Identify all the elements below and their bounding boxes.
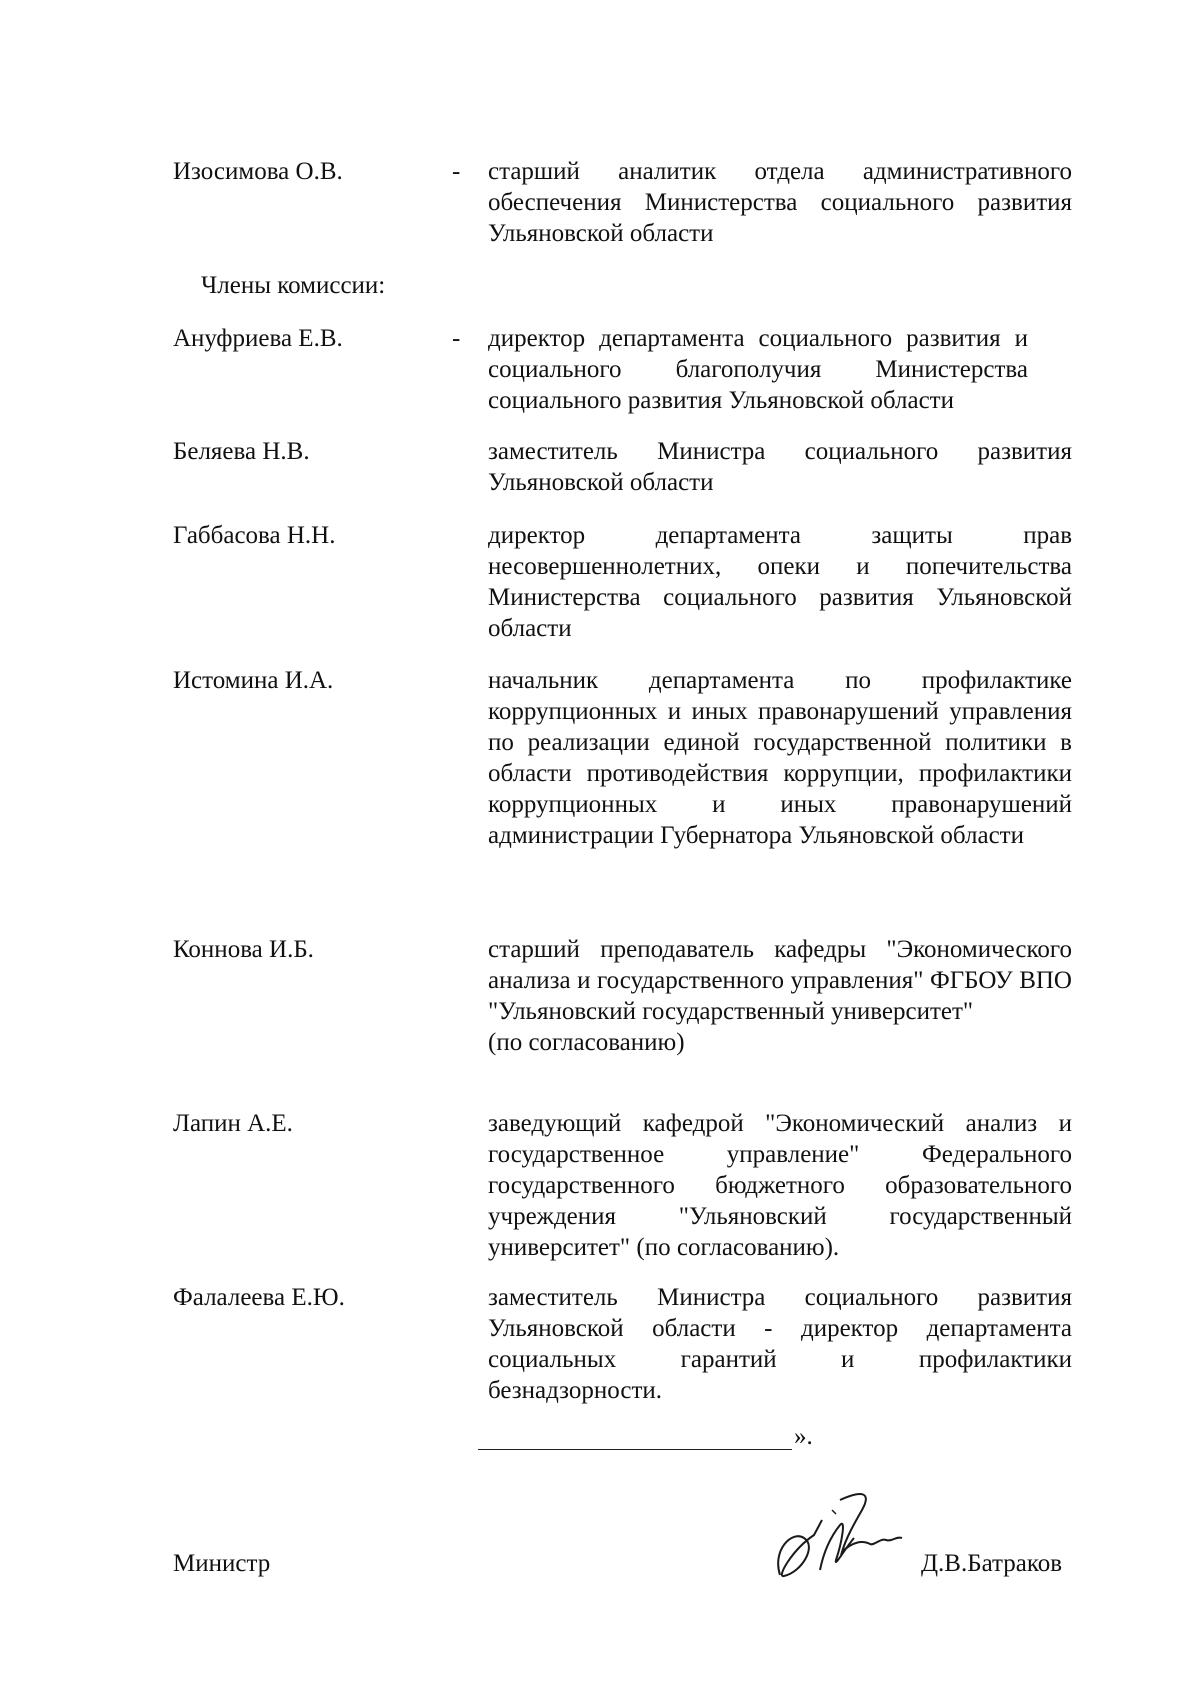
member-description-text: заместитель Министра социального развития Ульяновской области - директор департамента социальных гарантий и профилактики безнадзорности. (488, 1284, 1072, 1404)
group-label: Члены комиссии: (201, 272, 386, 299)
member-name: Лапин А.Е. (173, 1110, 293, 1137)
member-description (488, 156, 1072, 249)
signatory-name: Д.В.Батраков (921, 1550, 1063, 1577)
member-description (488, 520, 1072, 644)
member-name: Коннова И.Б. (173, 936, 314, 963)
member-description-text: старший аналитик отдела административного обеспечения Министерства социального развития Ульяновской области (488, 158, 1072, 247)
member-name: Фалалеева Е.Ю. (173, 1284, 345, 1311)
closing-rule (478, 1449, 792, 1450)
member-description-text: заместитель Министра социального развития Ульяновской области (488, 438, 1072, 496)
member-name: Изосимова О.В. (173, 158, 343, 185)
member-dash: - (452, 158, 461, 185)
member-description-text: директор департамента социального развития и социального благополучия Министерства социального развития Ульяновской области (488, 325, 1028, 414)
member-name: Габбасова Н.Н. (173, 522, 336, 549)
member-description-text: начальник департамента по профилактике коррупционных и иных правонарушений управления по реализации единой государственной политики в области противодействия коррупции, профилактики коррупционных и иных правонарушений администрации Губернатора Ульяновской области (488, 667, 1072, 849)
member-description-text: старший преподаватель кафедры "Экономического анализа и государственного управления" ФГБОУ ВПО "Ульяновский государственный университет" (488, 936, 1072, 1025)
member-description (488, 323, 1028, 416)
member-description-text: заведующий кафедрой "Экономический анализ и государственное управление" Федерального государственного бюджетного образовательного учреждения "Ульяновский государственный университет" (по согласованию). (488, 1110, 1072, 1261)
member-note: (по согласованию) (488, 1029, 685, 1056)
member-description (488, 665, 1072, 851)
signatory-title: Министр (173, 1550, 271, 1577)
member-name: Истомина И.А. (173, 667, 334, 694)
member-name: Беляева Н.В. (173, 438, 310, 465)
member-description (488, 1108, 1072, 1263)
member-name: Ануфриева Е.В. (173, 325, 343, 352)
handwritten-signature (762, 1480, 932, 1590)
member-description (488, 436, 1072, 498)
member-description (488, 934, 1072, 1058)
member-description (488, 1282, 1072, 1406)
member-dash: - (452, 325, 461, 352)
closing-mark: ». (794, 1423, 813, 1450)
member-description-text: директор департамента защиты прав несовершеннолетних, опеки и попечительства Министерства социального развития Ульяновской области (488, 522, 1072, 642)
